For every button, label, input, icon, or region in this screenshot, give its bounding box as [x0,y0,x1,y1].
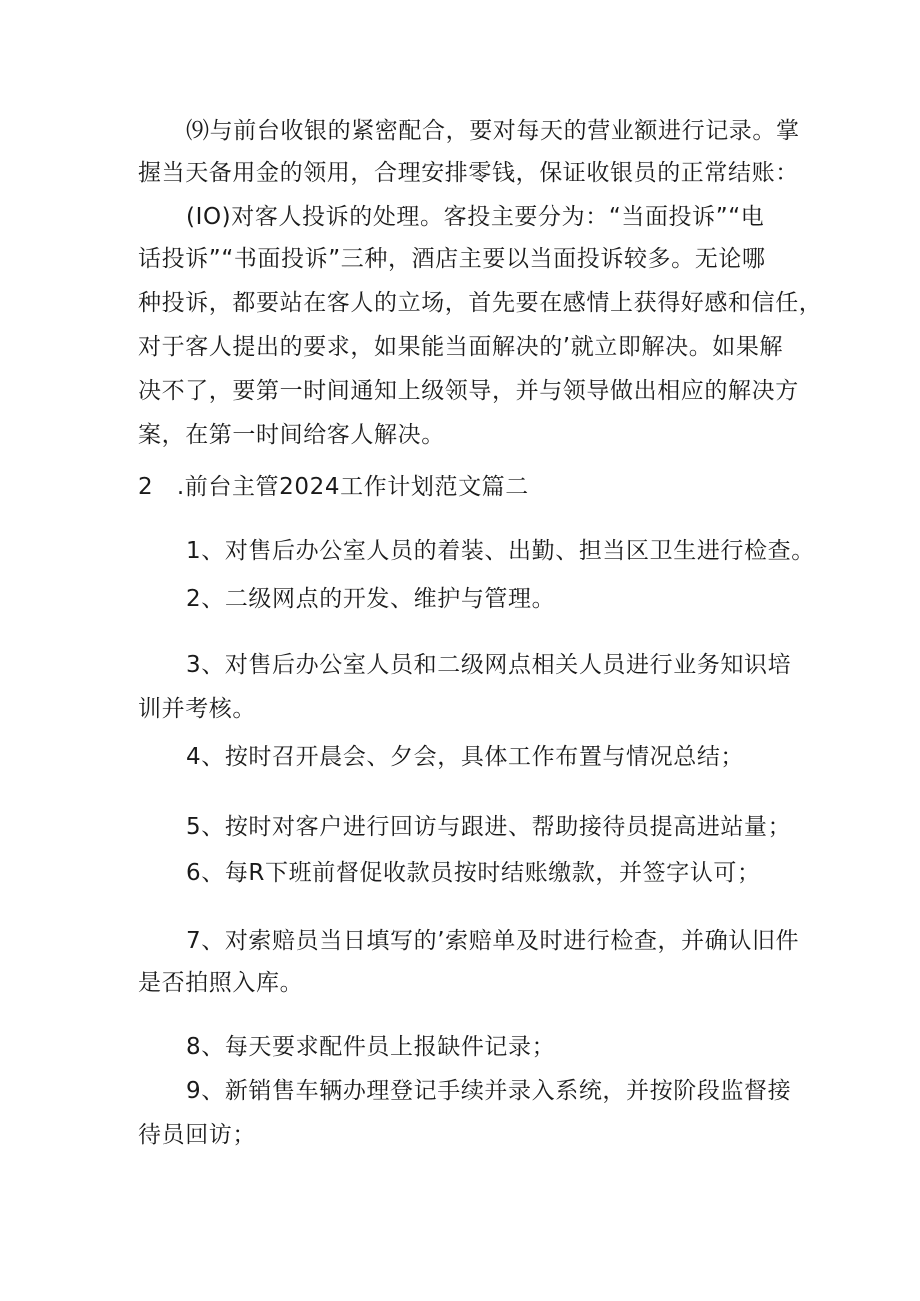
paragraph-10-line-6: 案，在第一时间给客人解决。 [138,422,445,448]
list-item-7-line-1: 7、对索赔员当日填写的’索赔单及时进行检查，并确认旧件 [186,928,800,954]
list-item-9-line-2: 待员回访； [138,1122,256,1148]
paragraph-9-line-1: ⑼与前台收银的紧密配合，要对每天的营业额进行记录。掌 [186,118,800,144]
paragraph-10-line-2: 话投诉”“书面投诉”三种，酒店主要以当面投诉较多。无论哪 [138,246,766,272]
list-item-3-line-2: 训并考核。 [138,696,256,722]
paragraph-10-line-3: 种投诉，都要站在客人的立场，首先要在感情上获得好感和信任， [138,290,823,316]
list-item-6: 6、每R下班前督促收款员按时结账缴款，并签字认可； [186,860,761,886]
paragraph-10-line-1: (IO)对客人投诉的处理。客投主要分为：“当面投诉”“电 [186,204,765,230]
paragraph-10-line-5: 决不了，要第一时间通知上级领导，并与领导做出相应的解决方 [138,378,799,404]
paragraph-9-line-2: 握当天备用金的领用，合理安排零钱，保证收银员的正常结账： [138,160,799,186]
list-item-4: 4、按时召开晨会、夕会，具体工作布置与情况总结； [186,744,745,770]
list-item-1: 1、对售后办公室人员的着装、出勤、担当区卫生进行检查。 [186,538,815,564]
list-item-7-line-2: 是否拍照入库。 [138,970,304,996]
list-item-2: 2、二级网点的开发、维护与管理。 [186,586,556,612]
section-heading: 2 .前台主管2024工作计划范文篇二 [138,474,529,500]
list-item-9-line-1: 9、新销售车辆办理登记手续并录入系统，并按阶段监督接 [186,1078,792,1104]
list-item-3-line-1: 3、对售后办公室人员和二级网点相关人员进行业务知识培 [186,652,792,678]
paragraph-10-line-4: 对于客人提出的要求，如果能当面解决的’就立即解决。如果解 [138,334,784,360]
list-item-5: 5、按时对客户进行回访与跟进、帮助接待员提高进站量； [186,814,792,840]
list-item-8: 8、每天要求配件员上报缺件记录； [186,1034,556,1060]
